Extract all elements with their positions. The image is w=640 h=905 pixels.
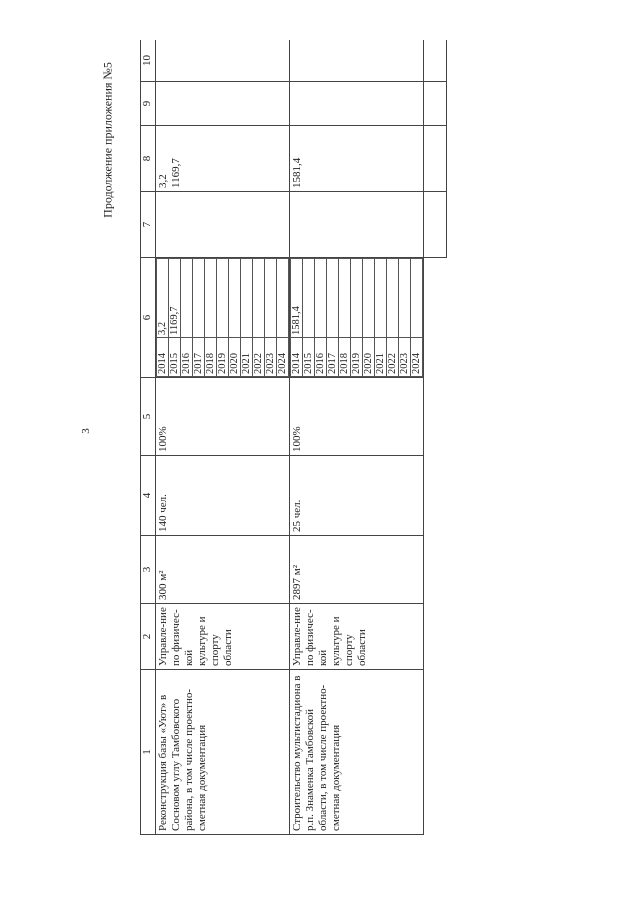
year-label: 2023 (399, 338, 411, 377)
header-cell: 9 (141, 82, 156, 126)
year-value (217, 259, 229, 338)
year-value: 3,2 (157, 259, 169, 338)
col8-value: 1169,7 (170, 158, 182, 188)
year-label: 2016 (315, 338, 327, 377)
year-label: 2022 (253, 338, 265, 377)
year-value: 1581,4 (291, 259, 303, 338)
year-value (277, 259, 289, 338)
year-row (181, 259, 193, 377)
header-cell: 4 (141, 456, 156, 536)
year-label: 2018 (205, 338, 217, 377)
col9-cell (156, 82, 290, 126)
year-row (157, 259, 169, 377)
year-value (265, 259, 277, 338)
year-label: 2015 (303, 338, 315, 377)
year-row (315, 259, 327, 377)
table-row (290, 40, 424, 835)
col10-cell (156, 40, 290, 82)
col10-cell (290, 40, 424, 82)
empty-cell (424, 40, 447, 82)
people-cell: 25 чел. (290, 456, 424, 536)
year-row (253, 259, 265, 377)
year-value (241, 259, 253, 338)
table-rotation-frame (140, 40, 560, 835)
program-table (140, 40, 447, 835)
year-value (193, 259, 205, 338)
empty-cell (424, 258, 447, 378)
year-value (315, 259, 327, 338)
col7-cell (290, 192, 424, 258)
page-number: 3 (79, 428, 92, 434)
area-cell: 300 м² (156, 536, 290, 604)
year-value: 1169,7 (169, 259, 181, 338)
years-cell (290, 258, 424, 378)
year-label: 2017 (327, 338, 339, 377)
continuation-label-wrap (98, 40, 118, 240)
year-label: 2024 (411, 338, 423, 377)
year-row (169, 259, 181, 377)
col8-value: 1581,4 (291, 157, 303, 188)
year-label: 2017 (193, 338, 205, 377)
object-name-cell: Строительство мультистадиона в р.п. Знаменка Тамбовской области, в том числе проектно-сметная документация (290, 670, 424, 835)
empty-cell (424, 82, 447, 126)
year-row (229, 259, 241, 377)
year-row (277, 259, 289, 377)
years-cell (156, 258, 290, 378)
year-label: 2015 (169, 338, 181, 377)
year-row (217, 259, 229, 377)
year-row (291, 259, 303, 377)
year-row (205, 259, 217, 377)
year-row (363, 259, 375, 377)
year-value (375, 259, 387, 338)
year-row (399, 259, 411, 377)
header-cell: 3 (141, 536, 156, 604)
header-cell: 1 (141, 670, 156, 835)
year-row (411, 259, 423, 377)
area-cell: 2897 м² (290, 536, 424, 604)
executor-cell: Управле-ние по физичес-кой культуре и спорту области (156, 604, 290, 670)
header-cell: 7 (141, 192, 156, 258)
object-name-cell: Реконструкция базы «Уют» в Сосновом углу Тамбовского района, в том числе проектно-сметная документация (156, 670, 290, 835)
empty-cell (424, 456, 447, 536)
empty-cell (424, 536, 447, 604)
year-row (375, 259, 387, 377)
year-label: 2022 (387, 338, 399, 377)
year-label: 2020 (229, 338, 241, 377)
percent-cell: 100% (156, 378, 290, 456)
col8-value: 3,2 (157, 174, 169, 188)
year-value (229, 259, 241, 338)
continuation-label: Продолжение приложения №5 (100, 62, 115, 218)
year-value (399, 259, 411, 338)
executor-cell: Управле-ние по физичес-кой культуре и спорту области (290, 604, 424, 670)
empty-cell (424, 604, 447, 670)
year-label: 2018 (339, 338, 351, 377)
year-value (181, 259, 193, 338)
empty-row (424, 40, 447, 835)
year-value (411, 259, 423, 338)
year-value (205, 259, 217, 338)
col8-cell (290, 126, 424, 192)
year-row (241, 259, 253, 377)
year-value (339, 259, 351, 338)
empty-cell (424, 126, 447, 192)
year-label: 2014 (291, 338, 303, 377)
table-body (156, 40, 447, 835)
year-label: 2024 (277, 338, 289, 377)
col7-cell (156, 192, 290, 258)
year-value (327, 259, 339, 338)
year-label: 2023 (265, 338, 277, 377)
year-value (303, 259, 315, 338)
years-table (156, 258, 289, 377)
col8-cell (156, 126, 290, 192)
empty-cell (424, 670, 447, 835)
year-label: 2020 (363, 338, 375, 377)
year-row (339, 259, 351, 377)
empty-cell (424, 192, 447, 258)
header-cell: 8 (141, 126, 156, 192)
header-cell: 6 (141, 258, 156, 378)
year-row (351, 259, 363, 377)
col9-cell (290, 82, 424, 126)
year-row (387, 259, 399, 377)
people-cell: 140 чел. (156, 456, 290, 536)
year-row (327, 259, 339, 377)
year-label: 2021 (241, 338, 253, 377)
year-label: 2019 (351, 338, 363, 377)
year-value (351, 259, 363, 338)
year-value (253, 259, 265, 338)
header-cell: 10 (141, 40, 156, 82)
year-row (193, 259, 205, 377)
header-cell: 5 (141, 378, 156, 456)
year-label: 2014 (157, 338, 169, 377)
year-label: 2016 (181, 338, 193, 377)
year-value (363, 259, 375, 338)
header-row (141, 40, 156, 835)
year-value (387, 259, 399, 338)
table-row (156, 40, 290, 835)
empty-cell (424, 378, 447, 456)
year-label: 2021 (375, 338, 387, 377)
year-row (303, 259, 315, 377)
year-row (265, 259, 277, 377)
years-table (290, 258, 423, 377)
percent-cell: 100% (290, 378, 424, 456)
year-label: 2019 (217, 338, 229, 377)
header-cell: 2 (141, 604, 156, 670)
table-rotated (140, 40, 560, 835)
